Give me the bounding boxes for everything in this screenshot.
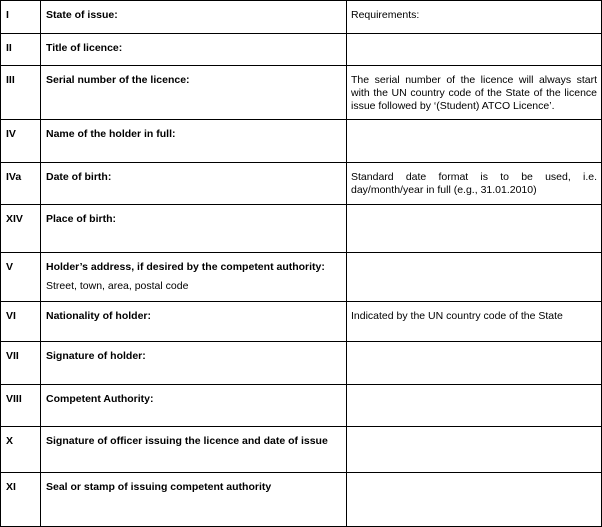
- table-row: [1, 385, 602, 427]
- table-row: [1, 120, 602, 163]
- row-field: [41, 342, 347, 385]
- table-row: [1, 253, 602, 302]
- row-requirement: [347, 120, 602, 163]
- table-row: [1, 205, 602, 253]
- row-field: [41, 253, 347, 302]
- row-label: Competent Authority:: [46, 393, 154, 405]
- row-field: [41, 205, 347, 253]
- row-label: Signature of holder:: [46, 350, 146, 362]
- table-row: [1, 163, 602, 205]
- row-label: Nationality of holder:: [46, 310, 151, 322]
- row-code: XI: [1, 473, 41, 527]
- row-code: X: [1, 427, 41, 473]
- row-code: VIII: [1, 385, 41, 427]
- row-requirement: [347, 385, 602, 427]
- row-requirement: [347, 342, 602, 385]
- table-row: [1, 342, 602, 385]
- row-field: [41, 34, 347, 66]
- row-field: [41, 1, 347, 34]
- row-requirement: [347, 427, 602, 473]
- row-requirement: Requirements:: [347, 1, 602, 34]
- row-label: Signature of officer issuing the licence and date of issue: [46, 435, 328, 447]
- row-label: Place of birth:: [46, 213, 117, 225]
- row-label: Name of the holder in full:: [46, 128, 176, 140]
- row-code: IV: [1, 120, 41, 163]
- row-field: [41, 302, 347, 342]
- row-code: V: [1, 253, 41, 302]
- row-field: [41, 163, 347, 205]
- row-code: XIV: [1, 205, 41, 253]
- row-label: State of issue:: [46, 9, 118, 21]
- row-field: [41, 385, 347, 427]
- row-code: I: [1, 1, 41, 34]
- row-label: Title of licence:: [46, 42, 123, 54]
- row-requirement: [347, 205, 602, 253]
- row-requirement: Standard date format is to be used, i.e. day/month/year in full (e.g., 31.01.2010): [347, 163, 602, 205]
- row-requirement: The serial number of the licence will always start with the UN country code of the State of the licence issue followed by ‘(Student) ATCO Licence’.: [347, 66, 602, 120]
- row-code: II: [1, 34, 41, 66]
- row-code: IVa: [1, 163, 41, 205]
- row-field: [41, 66, 347, 120]
- row-label: Holder’s address, if desired by the competent authority:: [46, 261, 325, 273]
- table-row: [1, 34, 602, 66]
- row-code: VI: [1, 302, 41, 342]
- table-row: [1, 1, 602, 34]
- row-label: Date of birth:: [46, 171, 112, 183]
- row-field: [41, 120, 347, 163]
- row-sublabel: Street, town, area, postal code: [46, 280, 189, 292]
- row-requirement: [347, 473, 602, 527]
- row-field: [41, 473, 347, 527]
- row-requirement: [347, 253, 602, 302]
- row-code: VII: [1, 342, 41, 385]
- row-code: III: [1, 66, 41, 120]
- table-row: [1, 473, 602, 527]
- table-row: [1, 427, 602, 473]
- row-label: Serial number of the licence:: [46, 74, 190, 86]
- row-label: Seal or stamp of issuing competent authority: [46, 481, 272, 493]
- row-field: [41, 427, 347, 473]
- row-requirement: [347, 34, 602, 66]
- row-requirement: Indicated by the UN country code of the State: [347, 302, 602, 342]
- table-row: [1, 302, 602, 342]
- table-row: [1, 66, 602, 120]
